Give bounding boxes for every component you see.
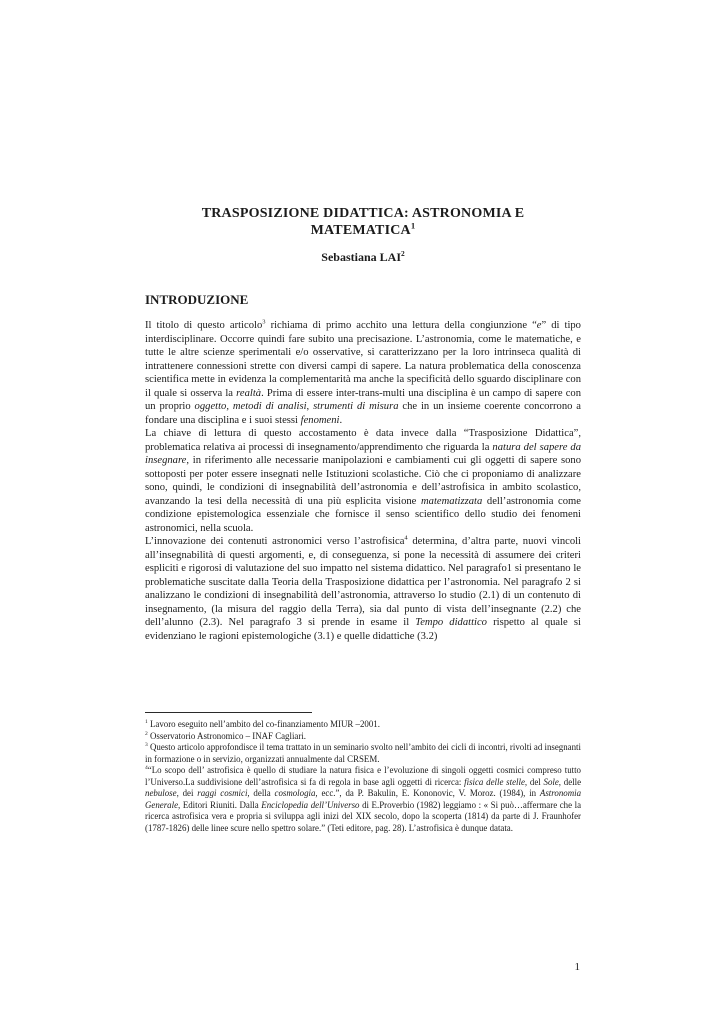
title-footnote-ref: 1	[410, 220, 416, 231]
page-number: 1	[574, 961, 580, 973]
footnote-list	[145, 719, 581, 834]
emphasis-text: Tempo didattico	[415, 617, 487, 628]
emphasis-text: realtà	[236, 387, 262, 399]
body-paragraph	[145, 319, 581, 427]
text-run: Lavoro eseguito nell’ambito del co-finanziamento MIUR –2001.	[147, 719, 380, 729]
body-paragraph	[145, 427, 581, 535]
emphasis-text: fenomeni	[300, 414, 340, 426]
text-run: determina, d’altra parte, nuovi vincoli all’insegnabilità di questi argomenti, e, di conseguenza, si pone la necessità di assumere dei criteri espliciti e rigorosi di valutazione del suo impatto nel sistema didattico. Nel paragrafo1 si presentano le problematiche suscitate dalla Teoria della Trasposizione didattica per l’astronomia. Nel paragrafo 2 si analizzano le condizioni di insegnabilità dell’astronomia, attraverso lo studio (2.1) di un contenuto di insegnamento, (la misura del raggio della Terra), sia dal punto di vista dell’insegnante (2.2) che dell’alunno (2.3). Nel paragrafo 3 si prende in esame il	[145, 536, 582, 628]
footnote	[145, 731, 581, 743]
emphasis-text: nebulose	[145, 788, 177, 798]
author-footnote-ref: 2	[400, 249, 405, 258]
paper-title	[145, 0, 581, 239]
text-run: , in riferimento alle necessarie manipolazioni e cambiamenti cui gli oggetti di sapere sono sottoposti per poter essere insegnati nelle Istituzioni scolastiche. Ciò che ci proponiamo di analizzare sono, quindi, le condizioni di insegnabilità dell’astronomia e dell’astrofisica in ambito scolastico, avanzando la tesi della necessità di una più esplicita visione	[145, 455, 581, 507]
text-run: Questo articolo approfondisce il tema trattato in un seminario svolto nell’ambito dei cicli di incontri, rivolti ad insegnanti in formazione o in servizio, organizzati annualmente dal CRSEM.	[145, 742, 581, 764]
text-run: “Lo scopo dell’ astrofisica è quello di studiare la natura fisica e l’evoluzione di singoli oggetti cosmici compreso tutto l’Universo.La suddivisione dell’astrofisica si fa di regola in base agli oggetti di ricerca:	[145, 765, 581, 787]
emphasis-text: e	[536, 320, 542, 331]
text-run: ” di tipo interdisciplinare. Occorre quindi fare subito una precisazione. L’astronomia, come le matematiche, e tutte le altre scienze sperimentali e/o osservative, si caratterizzano per la loro intrinseca qualità di intrattenere connessioni strette con diversi campi di sapere. La natura problematica della conoscenza scientifica mette in evidenza la complementarità ma anche la specificità dello sguardo disciplinare con il quale si osserva la	[145, 320, 581, 399]
text-run: Osservatorio Astronomico – INAF Cagliari.	[147, 730, 306, 741]
text-run: ,	[306, 401, 314, 412]
title-line-2: MATEMATICA	[310, 223, 411, 238]
body-text	[145, 319, 581, 643]
emphasis-text: oggetto, metodi di analisi	[194, 401, 307, 412]
text-run: ecc.”, da P. Bakulin, E. Kononovic, V. Moroz. (1984), in	[317, 788, 540, 798]
footnote-marker: 4	[145, 765, 148, 772]
text-run: .	[339, 414, 343, 426]
body-paragraph	[145, 535, 581, 643]
emphasis-text: Sole	[543, 776, 559, 787]
text-run: dell’astronomia come condizione epistemologica essenziale che fornisce il senso scientifico dello studio dei fenomeni astronomici, nella scuola.	[145, 495, 581, 534]
emphasis-text: cosmologia,	[274, 788, 318, 798]
footnote	[145, 719, 581, 731]
text-run: , delle	[558, 776, 582, 787]
footnote	[145, 765, 581, 834]
text-run: rispetto al quale si evidenziano le ragioni epistemologiche (3.1) e quelle didattiche (3.2)	[145, 617, 581, 642]
text-run: Editori Riuniti. Dalla	[180, 799, 262, 810]
emphasis-text: Enciclopedia dell’Universo	[261, 799, 360, 810]
author-name: Sebastiana LAI	[321, 250, 401, 264]
text-run: . Prima di essere inter-trans-multi una disciplina è un campo di sapere con un proprio	[145, 387, 581, 412]
emphasis-text: fisica delle stelle	[464, 776, 525, 787]
footnote-marker: 2	[145, 730, 148, 737]
footnote-marker: 3	[145, 742, 148, 749]
section-heading: INTRODUZIONE	[145, 292, 249, 307]
emphasis-text: raggi cosmici,	[197, 788, 250, 798]
text-run: , del	[524, 776, 544, 787]
text-run: della	[249, 788, 275, 798]
text-run: , dei	[176, 788, 198, 798]
text-run: di E.Proverbio (1982) leggiamo : « Si può…affermare che la ricerca astrofisica vera e propria si sviluppa agli inizi del XIX secolo, dopo la scoperta (1814) da parte di J. Fraunhofer (1787-1826) delle linee scure nello spettro solare.” (Teti editore, pag. 28). L’astrofisica è dunque datata.	[145, 799, 582, 833]
text-run: La chiave di lettura di questo accostamento è data invece dalla “Trasposizione Didattica”, problematica relativa ai processi di insegnamento/apprendimento che riguarda la	[145, 428, 581, 453]
emphasis-text: natura del sapere da insegnare	[145, 441, 581, 466]
text-run: richiama di primo acchito una lettura della congiunzione “	[265, 320, 537, 331]
footnote-marker: 1	[145, 719, 148, 726]
footnote-ref: 4	[404, 534, 408, 542]
text-run: che in un insieme coerente concorrono a fondare una disciplina e i suoi stessi	[145, 401, 581, 426]
footnote-ref: 3	[262, 318, 266, 326]
emphasis-text: Astronomia Generale,	[145, 788, 582, 810]
author-line	[145, 250, 581, 265]
emphasis-text: matematizzata	[421, 495, 483, 507]
emphasis-text: strumenti di misura	[313, 401, 399, 412]
text-run: L’innovazione dei contenuti astronomici verso l’astrofisica	[145, 536, 405, 547]
footnotes-area	[145, 712, 581, 834]
text-column	[145, 0, 581, 643]
title-line-1: TRASPOSIZIONE DIDATTICA: ASTRONOMIA E	[201, 206, 525, 221]
text-run: Il titolo di questo articolo	[145, 320, 263, 331]
footnote	[145, 742, 581, 765]
footnote-separator	[145, 712, 312, 713]
